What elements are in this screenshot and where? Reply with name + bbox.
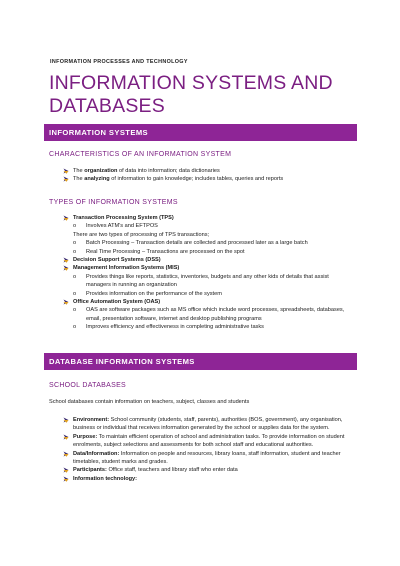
list-item-tps: Transaction Processing System (TPS)	[63, 214, 355, 222]
arrow-bullet-icon	[63, 215, 70, 221]
sub-item: o Provides things like reports, statistics, inventories, budgets and any other kids of details that assist managers in running an organization	[73, 273, 329, 289]
arrow-bullet-icon	[63, 265, 70, 271]
arrow-bullet-icon	[63, 451, 70, 457]
school-databases-list	[63, 416, 355, 483]
arrow-bullet-icon	[63, 476, 70, 482]
arrow-bullet-icon	[63, 299, 70, 305]
list-item: The organization of data into information; data dictionaries	[63, 167, 355, 175]
running-header: INFORMATION PROCESSES AND TECHNOLOGY	[50, 59, 188, 65]
school-databases-heading: SCHOOL DATABASES	[49, 382, 127, 389]
circle-bullet-icon: o	[73, 240, 77, 247]
circle-bullet-icon: o	[73, 248, 77, 255]
circle-bullet-icon: o	[73, 223, 77, 230]
characteristics-heading: CHARACTERISTICS OF AN INFORMATION SYSTEM	[49, 151, 232, 158]
list-item-data-information: Data/Information: Information on people and resources, library loans, staff information, student and teacher timetables, student marks and grades.	[63, 450, 355, 467]
list-item-environment: Environment: School community (students, staff, parents), authorities (BOS, government), any organisation, business or individual that receives information generated by the school or supplies data for the system.	[63, 416, 355, 433]
arrow-bullet-icon	[63, 168, 70, 174]
sub-item: o Real Time Processing – Transactions are processed on the spot	[73, 248, 245, 255]
circle-bullet-icon: o	[73, 324, 77, 331]
section-banner-database-information-systems: DATABASE INFORMATION SYSTEMS	[44, 353, 357, 370]
characteristics-list	[63, 167, 355, 184]
arrow-bullet-icon	[63, 176, 70, 182]
list-item-oas: Office Automation System (OAS)	[63, 298, 355, 306]
types-heading: TYPES OF INFORMATION SYSTEMS	[49, 199, 178, 206]
section-banner-information-systems: INFORMATION SYSTEMS	[44, 124, 357, 141]
school-databases-intro: School databases contain information on teachers, subject, classes and students	[49, 399, 250, 405]
list-item-mis: Management Information Systems (MIS)	[63, 264, 355, 272]
list-item-participants: Participants: Office staff, teachers and library staff who enter data	[63, 466, 355, 474]
sub-item: o Involves ATM’s and EFTPOS	[73, 223, 158, 230]
sub-item: o OAS are software packages such as MS office which include word processes, spreadsheets, databases, email, presentation software, internet and desktop publishing programs	[73, 307, 345, 322]
list-item: The analyzing of information to gain knowledge; includes tables, queries and reports	[63, 175, 355, 183]
page-title: INFORMATION SYSTEMS AND DATABASES	[49, 72, 333, 117]
arrow-bullet-icon	[63, 434, 70, 440]
list-item-information-technology: Information technology:	[63, 475, 355, 483]
arrow-bullet-icon	[63, 417, 70, 423]
sub-item: o Improves efficiency and effectiveness in completing administrative tasks	[73, 324, 264, 331]
sub-item: o Batch Processing – Transaction details are collected and processed later as a large batch	[73, 240, 308, 247]
list-item-purpose: Purpose: To maintain efficient operation of school and administration tasks. To provide information on student enrolments, subject selections and assessments for both school staff and educational authorities.	[63, 433, 355, 450]
tps-note: There are two types of processing of TPS transactions;	[73, 231, 210, 238]
list-item-dss: Decision Support Systems (DSS)	[63, 256, 355, 264]
circle-bullet-icon: o	[73, 307, 77, 314]
arrow-bullet-icon	[63, 467, 70, 473]
circle-bullet-icon: o	[73, 273, 77, 280]
circle-bullet-icon: o	[73, 290, 77, 297]
types-list	[63, 214, 355, 332]
arrow-bullet-icon	[63, 257, 70, 263]
sub-item: o Provides information on the performance of the system	[73, 290, 222, 297]
